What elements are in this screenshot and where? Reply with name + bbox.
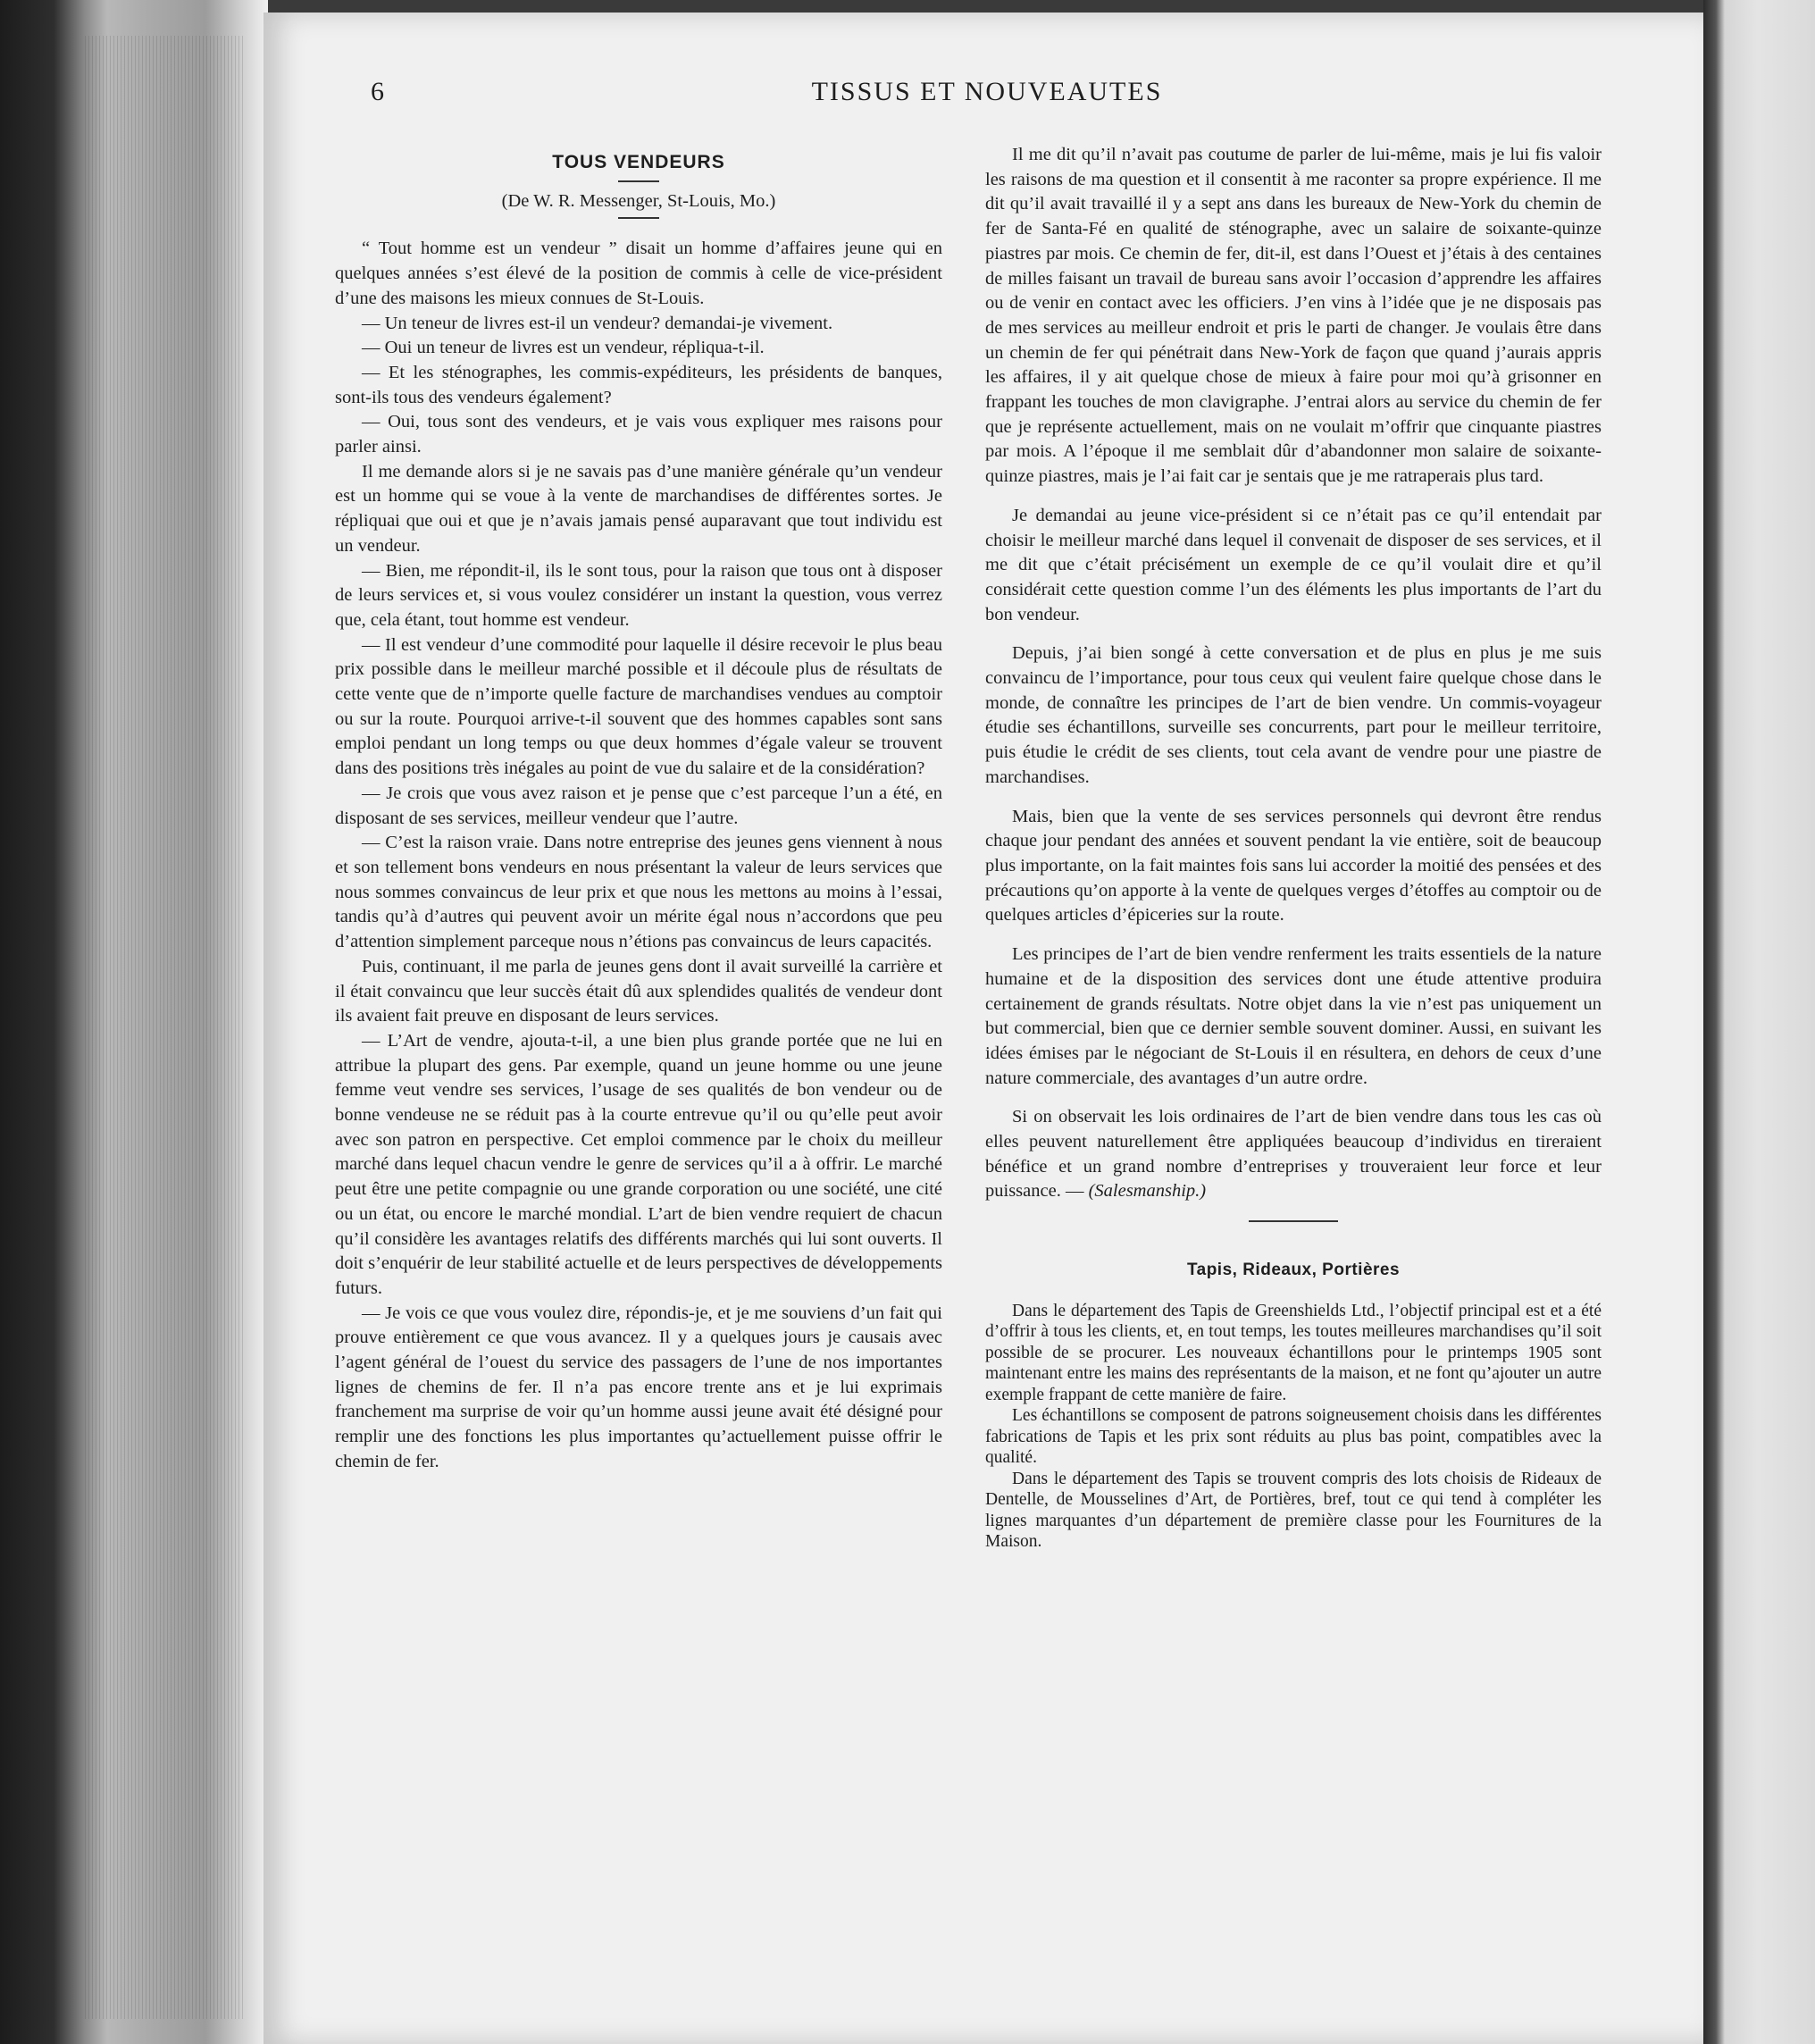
closing-paragraph [985,1105,1602,1204]
article-title: TOUS VENDEURS [552,152,725,172]
paragraph: — Oui, tous sont des vendeurs, et je vais vous expliquer mes raisons pour parler ainsi. [335,412,942,457]
paragraph: — Et les sténographes, les commis-expéditeurs, les présidents de banques, sont-ils tous des vendeurs également? [335,362,942,407]
paragraph: — Bien, me répondit-il, ils le sont tous, pour la raison que tous ont à disposer de leurs services et, si vous voulez considérer un instant la question, vous verrez que, cela étant, tout homme est vendeur. [335,560,942,630]
section-divider [1249,1220,1338,1222]
source-credit: (Salesmanship.) [1088,1181,1207,1202]
paragraph: — Je crois que vous avez raison et je pense que c’est parceque l’un a été, en disposant de ses services, meilleur vendeur que l’autre. [335,783,942,828]
right-column [985,143,1602,1553]
running-title: TISSUS ET NOUVEAUTES [811,77,1163,106]
page-header [371,77,1603,121]
paragraph: Je demandai au jeune vice-président si ce n’était pas ce qu’il entendait par choisir le meilleur marché dans lequel il convenait de disposer de ses services, et il me dit que c’était précisément un exemple de ce qu’il voulait dire et qu’il considérait cette question comme l’un des éléments les plus importants de l’art du bon vendeur. [985,505,1602,624]
paragraph: — L’Art de vendre, ajouta-t-il, a une bien plus grande portée que ne lui en attribue la plupart des gens. Par exemple, quand un jeune homme ou une jeune femme veut vendre ses services, l’usage de ses qualités de bon vendeur ou de bonne vendeuse ne se réduit pas à la courte entrevue qu’il ou qu’elle peut avoir avec son patron en perspective. Cet emploi commence par le choix du meilleur marché dans lequel chacun vendre le genre de services qu’il a à offrir. Le marché peut être une petite compagnie ou une grande corporation ou une société, une cité ou un état, ou encore le marché mondial. L’art de bien vendre requiert de chacun qu’il considère les avantages relatifs des différents marchés qui lui sont ouverts. Il doit s’enquérir de leur stabilité actuelle et de leurs perspectives de développements futurs. [335,1030,942,1298]
byline-rule [618,217,659,219]
paragraph: Mais, bien que la vente de ses services personnels qui devront être rendus chaque jour pendant des années et souvent pendant la vie entière, soit de beaucoup plus importante, on la fait maintes fois sans lui accorder la moitié des pensées et des précautions qu’on apporte à la vente de quelques verges d’étoffes au comptoir ou de quelques articles d’épiceries sur la route. [985,806,1602,926]
paragraph: — Je vois ce que vous voulez dire, répondis-je, et je me souviens d’un fait qui prouve entièrement ce que vous avancez. Il y a quelques jours je causais avec l’agent général de l’ouest du service des passagers de l’une de nos importantes lignes de chemins de fer. Il n’a pas encore trente ans et je lui exprimais franchement ma surprise de voir qu’un homme aussi jeune avait été désigné pour remplir une des fonctions les plus importantes qu’actuellement puisse offrir le chemin de fer. [335,1303,942,1471]
paragraph: — C’est la raison vraie. Dans notre entreprise des jeunes gens viennent à nous et son tellement bons vendeurs en nous présentant la valeur de leurs services que nous sommes convaincus de leur prix et que nous les mettons au moins à l’essai, tandis qu’à d’autres qui peuvent avoir un mérite égal nous n’accordons que peu d’attention simplement parceque nous n’étions pas convaincus de leurs capacités. [335,833,942,952]
left-column [335,143,942,1475]
carpets-article [985,1301,1602,1553]
paragraph: — Oui un teneur de livres est un vendeur, répliqua-t-il. [362,338,765,358]
paragraph: Dans le département des Tapis de Greenshields Ltd., l’objectif principal est et a été d’offrir à tous les clients, et, en tout temps, les toutes meilleures marchandises qu’il soit possible de se procurer. Les nouveaux échantillons pour le printemps 1905 sont maintenant entre les mains des représentants de la maison, et ne font qu’ajouter un autre exemple frappant de cette manière de faire. [985,1301,1602,1404]
document-page [263,13,1703,2044]
paragraph: — Il est vendeur d’une commodité pour laquelle il désire recevoir le plus beau prix possible dans le meilleur marché possible et il découle plus de résultats de cette vente que de n’importe quelle facture de marchandises vendues au comptoir ou sur la route. Pourquoi arrive-t-il souvent que des hommes capables sont sans emploi pendant un long temps ou que deux hommes d’égale valeur se trouvent dans des positions très inégales au point de vue du salaire et de la considération? [335,634,942,779]
paragraph: Puis, continuant, il me parla de jeunes gens dont il avait surveillé la carrière et il était convaincu que leur succès était dû aux splendides qualités de vendeur dont ils avaient fait preuve en disposant de leurs services. [335,956,942,1026]
page-number: 6 [371,77,385,106]
paragraph: Il me demande alors si je ne savais pas d’une manière générale qu’un vendeur est un homme qui se voue à la vente de marchandises de différentes sortes. Je répliquai que oui et que je n’avais jamais pensé auparavant que tout individu est un vendeur. [335,461,942,556]
book-page-stack [0,0,268,2044]
paragraph: — Un teneur de livres est-il un vendeur? demandai-je vivement. [362,313,833,333]
closing-text: Si on observait les lois ordinaires de l’art de bien vendre dans tous les cas où elles peuvent naturellement être appliquées beaucoup d’individus en tireraient bénéfice et un grand nombre d’entreprises y trouveraient leur force et leur puissance. — [985,1107,1602,1202]
page-edges [85,36,246,2019]
paragraph: Il me dit qu’il n’avait pas coutume de parler de lui-même, mais je lui fis valoir les raisons de ma question et il consentit à me raconter sa propre expérience. Il me dit qu’il avait travaillé il y a sept ans dans les bureaux de New-York du chemin de fer de Santa-Fé en qualité de sténographe, avec un salaire de soixante-quinze piastres par mois. Ce chemin de fer, dit-il, est dans l’Ouest et j’étais à des centaines de milles faisant un travail de bureau sans avoir l’occasion d’apprendre les affaires ou de venir en contact avec les officiers. J’en vins à l’idée que je ne disposais pas de mes services au meilleur endroit et pris le parti de changer. Je voulais être dans un chemin de fer qui pénétrait dans New-York de façon que quand j’aurais appris les affaires, il y ait quelque chose de mieux à faire pour moi qu’à grisonner en frappant les touches de mon clavigraphe. J’entrai alors au service du chemin de fer que je représente actuellement, mais on ne voulait m’offrir que cinquante piastres par mois. A l’époque il me semblait dûr d’abandonner mon salaire de soixante-quinze piastres, mais je l’ai fait car je sentais que je me ratraperais plus tard. [985,145,1602,487]
paragraph: “ Tout homme est un vendeur ” disait un homme d’affaires jeune qui en quelques années s’est élevé de la position de commis à celle de vice-président d’une des maisons les mieux connues de St-Louis. [335,239,942,308]
section-title: Tapis, Rideaux, Portières [1186,1261,1401,1280]
paragraph: Les principes de l’art de bien vendre renferment les traits essentiels de la nature humaine et de la disposition des services dont une étude attentive produira certainement de grands résultats. Notre objet dans la vie n’est pas uniquement un but commercial, bien que ce dernier semble souvent dominer. Aussi, en suivant les idées émises par le négociant de St-Louis il en résultera, en dehors de ceux d’une nature commerciale, des avantages d’un autre ordre. [985,944,1602,1088]
paragraph: Les échantillons se composent de patrons soigneusement choisis dans les différentes fabrications de Tapis et les prix sont réduits au plus bas point, compatibles avec la qualité. [985,1406,1602,1468]
byline: (De W. R. Messenger, St-Louis, Mo.) [501,190,776,211]
paragraph: Depuis, j’ai bien songé à cette conversation et de plus en plus je me suis convaincu de l’importance, pour tous ceux qui veulent faire quelque chose dans le monde, de connaître les principes de l’art de bien vendre. Un commis-voyageur étudie ses échantillons, surveille ses concurrents, part pour le meilleur territoire, puis étudie le crédit de ses clients, tout cela avant de vendre pour une piastre de marchandises. [985,643,1602,787]
next-page-edge [1703,0,1815,2044]
paragraph: Dans le département des Tapis se trouvent compris des lots choisis de Rideaux de Dentelle, de Mousselines d’Art, de Portières, bref, tout ce qui tend à compléter les lignes marquantes d’un département de première classe pour les Fournitures de la Maison. [985,1469,1602,1552]
title-rule [618,180,659,182]
